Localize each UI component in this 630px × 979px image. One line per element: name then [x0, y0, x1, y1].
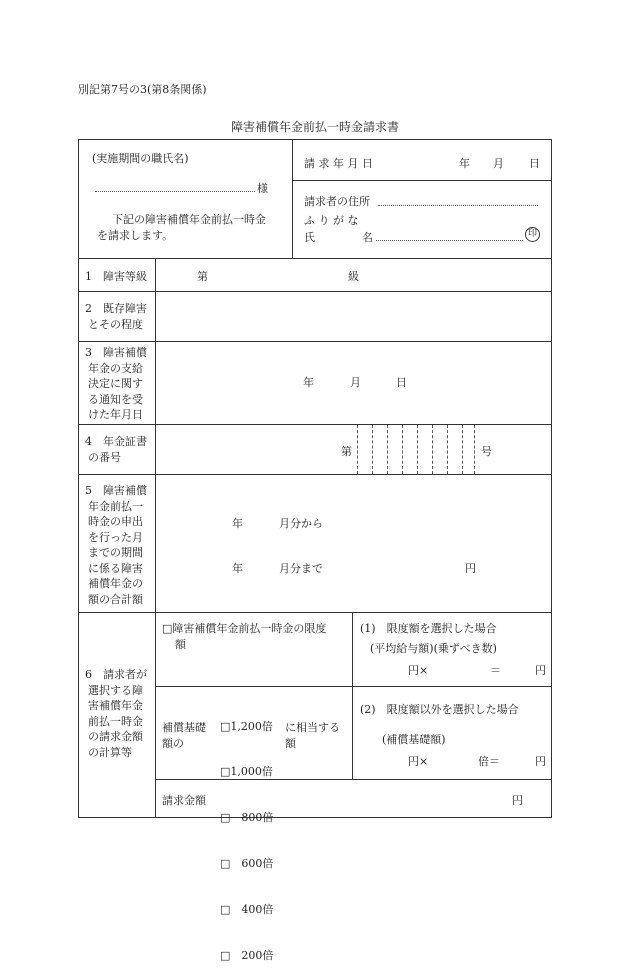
request-text-2: を請求します。 — [97, 229, 174, 242]
existing-disability-label: 2 既存障害 とその程度 — [85, 302, 147, 331]
certificate-dai: 第 — [341, 445, 352, 458]
address-line[interactable] — [378, 205, 538, 206]
case1-equals: ＝ — [490, 664, 501, 677]
row-divider — [78, 258, 552, 259]
grade-dai: 第 — [197, 270, 208, 283]
case1-yen: 円 — [535, 664, 546, 677]
digit-divider — [474, 425, 475, 474]
digit-divider — [402, 425, 403, 474]
digit-divider — [372, 425, 373, 474]
request-amount-calc-label: 6 請求者が 選択する障 害補償年金 前払一時金 の請求金額 の計算等 — [85, 668, 147, 759]
column-divider — [292, 139, 293, 259]
digit-divider — [447, 425, 448, 474]
base-amount-label-2: 額の — [162, 737, 184, 750]
grade-kyu: 級 — [348, 270, 359, 283]
furigana-label: ふ り が な — [304, 214, 359, 227]
case2-yen: 円 — [535, 755, 546, 768]
table-border-right — [551, 139, 552, 818]
multiplier-checkbox-600[interactable]: □ 600倍 — [220, 857, 274, 871]
row-divider — [292, 180, 552, 181]
date-day-unit: 日 — [529, 157, 540, 170]
period-until-year: 年 — [232, 562, 243, 575]
row-divider — [78, 474, 552, 475]
request-amount-yen: 円 — [512, 794, 523, 807]
name-line[interactable] — [376, 240, 523, 241]
column-divider — [155, 258, 156, 818]
period-from-month: 月分から — [279, 517, 323, 530]
case2-yen-times: 円× — [408, 755, 429, 768]
sama-label: 様 — [257, 182, 268, 195]
digit-divider — [417, 425, 418, 474]
disability-grade-label: 1 障害等級 — [85, 270, 147, 283]
digit-divider — [387, 425, 388, 474]
multiplier-checkbox-1200[interactable]: □1,200倍 — [220, 719, 273, 733]
case1-yen-times: 円× — [408, 664, 429, 677]
column-divider — [352, 612, 353, 780]
date-year-unit: 年 — [459, 157, 470, 170]
digit-divider — [357, 425, 358, 474]
multiplier-options — [220, 688, 290, 979]
request-text-1: 下記の障害補償年金前払一時金 — [112, 213, 266, 226]
case1-subtitle: (平均給与額)(乗ずべき数) — [370, 642, 497, 655]
table-border-top — [78, 139, 552, 140]
row-divider — [155, 779, 552, 780]
notice-day-unit: 日 — [396, 376, 407, 389]
form-reference: 別記第7号の3(第8条関係) — [78, 83, 207, 96]
name-label-first: 氏 — [304, 231, 315, 244]
pension-total-label: 5 障害補償 年金前払一 時金の申出 を行った月 までの期間 に係る障害 補償年金の 額の合計額 — [85, 484, 147, 606]
equivalent-label-2: 額 — [285, 737, 296, 750]
name-label-second: 名 — [362, 231, 373, 244]
row-divider — [78, 341, 552, 342]
certificate-go: 号 — [481, 445, 492, 458]
period-until-month: 月分まで — [279, 562, 323, 575]
table-border-bottom — [78, 817, 552, 818]
period-from-year: 年 — [232, 517, 243, 530]
date-month-unit: 月 — [493, 157, 504, 170]
row-divider — [78, 612, 552, 613]
notice-month-unit: 月 — [350, 376, 361, 389]
request-amount-label: 請求金額 — [162, 794, 206, 807]
request-date-label: 請 求 年 月 日 — [304, 157, 373, 170]
form-title: 障害補償年金前払一時金請求書 — [230, 120, 399, 134]
equivalent-label-1: に相当する — [285, 721, 340, 734]
multiplier-checkbox-1000[interactable]: □1,000倍 — [220, 765, 273, 779]
case2-times-equals: 倍＝ — [478, 755, 500, 768]
row-divider — [78, 424, 552, 425]
multiplier-checkbox-800[interactable]: □ 800倍 — [220, 811, 274, 825]
limit-amount-checkbox-cont: 額 — [175, 638, 186, 651]
decision-notice-date-label: 3 障害補償 年金の支給 決定に関す る通知を受 けた年月日 — [85, 346, 147, 421]
table-border-left — [78, 139, 79, 818]
row-divider — [155, 686, 552, 687]
limit-amount-checkbox[interactable]: □障害補償年金前払一時金の限度 — [162, 622, 327, 635]
base-amount-label-1: 補償基礎 — [162, 721, 206, 734]
total-yen-unit: 円 — [465, 562, 476, 575]
pension-certificate-label: 4 年金証書 の番号 — [85, 435, 147, 464]
case2-subtitle: (補償基礎額) — [382, 733, 446, 746]
seal-mark: 印 — [525, 227, 540, 242]
case2-title: (2) 限度額以外を選択した場合 — [360, 703, 519, 716]
addressee-line[interactable] — [95, 191, 255, 192]
digit-divider — [432, 425, 433, 474]
multiplier-checkbox-400[interactable]: □ 400倍 — [220, 903, 274, 917]
row-divider — [78, 291, 552, 292]
digit-divider — [462, 425, 463, 474]
address-label: 請求者の住所 — [304, 195, 370, 208]
notice-year-unit: 年 — [303, 376, 314, 389]
case1-title: (1) 限度額を選択した場合 — [360, 622, 497, 635]
multiplier-checkbox-200[interactable]: □ 200倍 — [220, 949, 274, 963]
addressee-label: (実施期間の職氏名) — [92, 152, 189, 165]
